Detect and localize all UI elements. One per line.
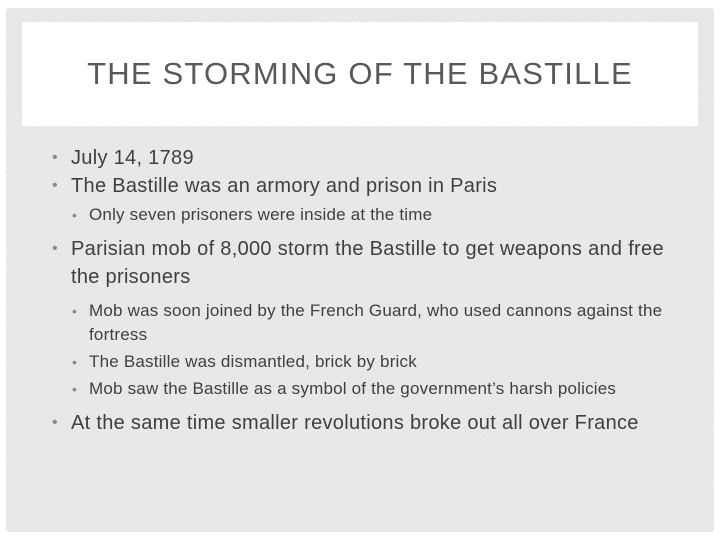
bullet-dot-icon: • [52, 240, 58, 257]
bullet-text: The Bastille was an armory and prison in Paris [71, 175, 498, 197]
sub-bullet-text: The Bastille was dismantled, brick by brick [89, 352, 417, 371]
sub-bullet-item [72, 203, 682, 227]
bullet-dot-icon: • [72, 381, 78, 397]
sub-bullet-text: Mob was soon joined by the French Guard, who used cannons against the fortress [89, 301, 663, 344]
bullet-item [52, 172, 682, 200]
title-box [22, 22, 698, 126]
bullet-dot-icon: • [52, 149, 58, 166]
sub-bullet-text: Only seven prisoners were inside at the time [89, 205, 433, 224]
bullet-dot-icon: • [72, 303, 78, 319]
sub-bullet-item [72, 350, 682, 374]
bullet-item [52, 144, 682, 172]
bullet-item [52, 235, 682, 291]
bullet-text: At the same time smaller revolutions broke out all over France [71, 412, 639, 434]
bullet-dot-icon: • [52, 177, 58, 194]
bullet-item [52, 409, 682, 437]
bullet-text: July 14, 1789 [71, 147, 194, 169]
bullet-dot-icon: • [52, 414, 58, 431]
sub-bullet-item [72, 299, 682, 347]
slide-title: THE STORMING OF THE BASTILLE [87, 56, 633, 91]
sub-bullet-text: Mob saw the Bastille as a symbol of the government’s harsh policies [89, 379, 617, 398]
bullet-list [52, 144, 682, 437]
slide [6, 8, 714, 532]
bullet-dot-icon: • [72, 354, 78, 370]
sub-bullet-item [72, 377, 682, 401]
bullet-text: Parisian mob of 8,000 storm the Bastille to get weapons and free the prisoners [71, 238, 664, 288]
bullet-dot-icon: • [72, 207, 78, 223]
